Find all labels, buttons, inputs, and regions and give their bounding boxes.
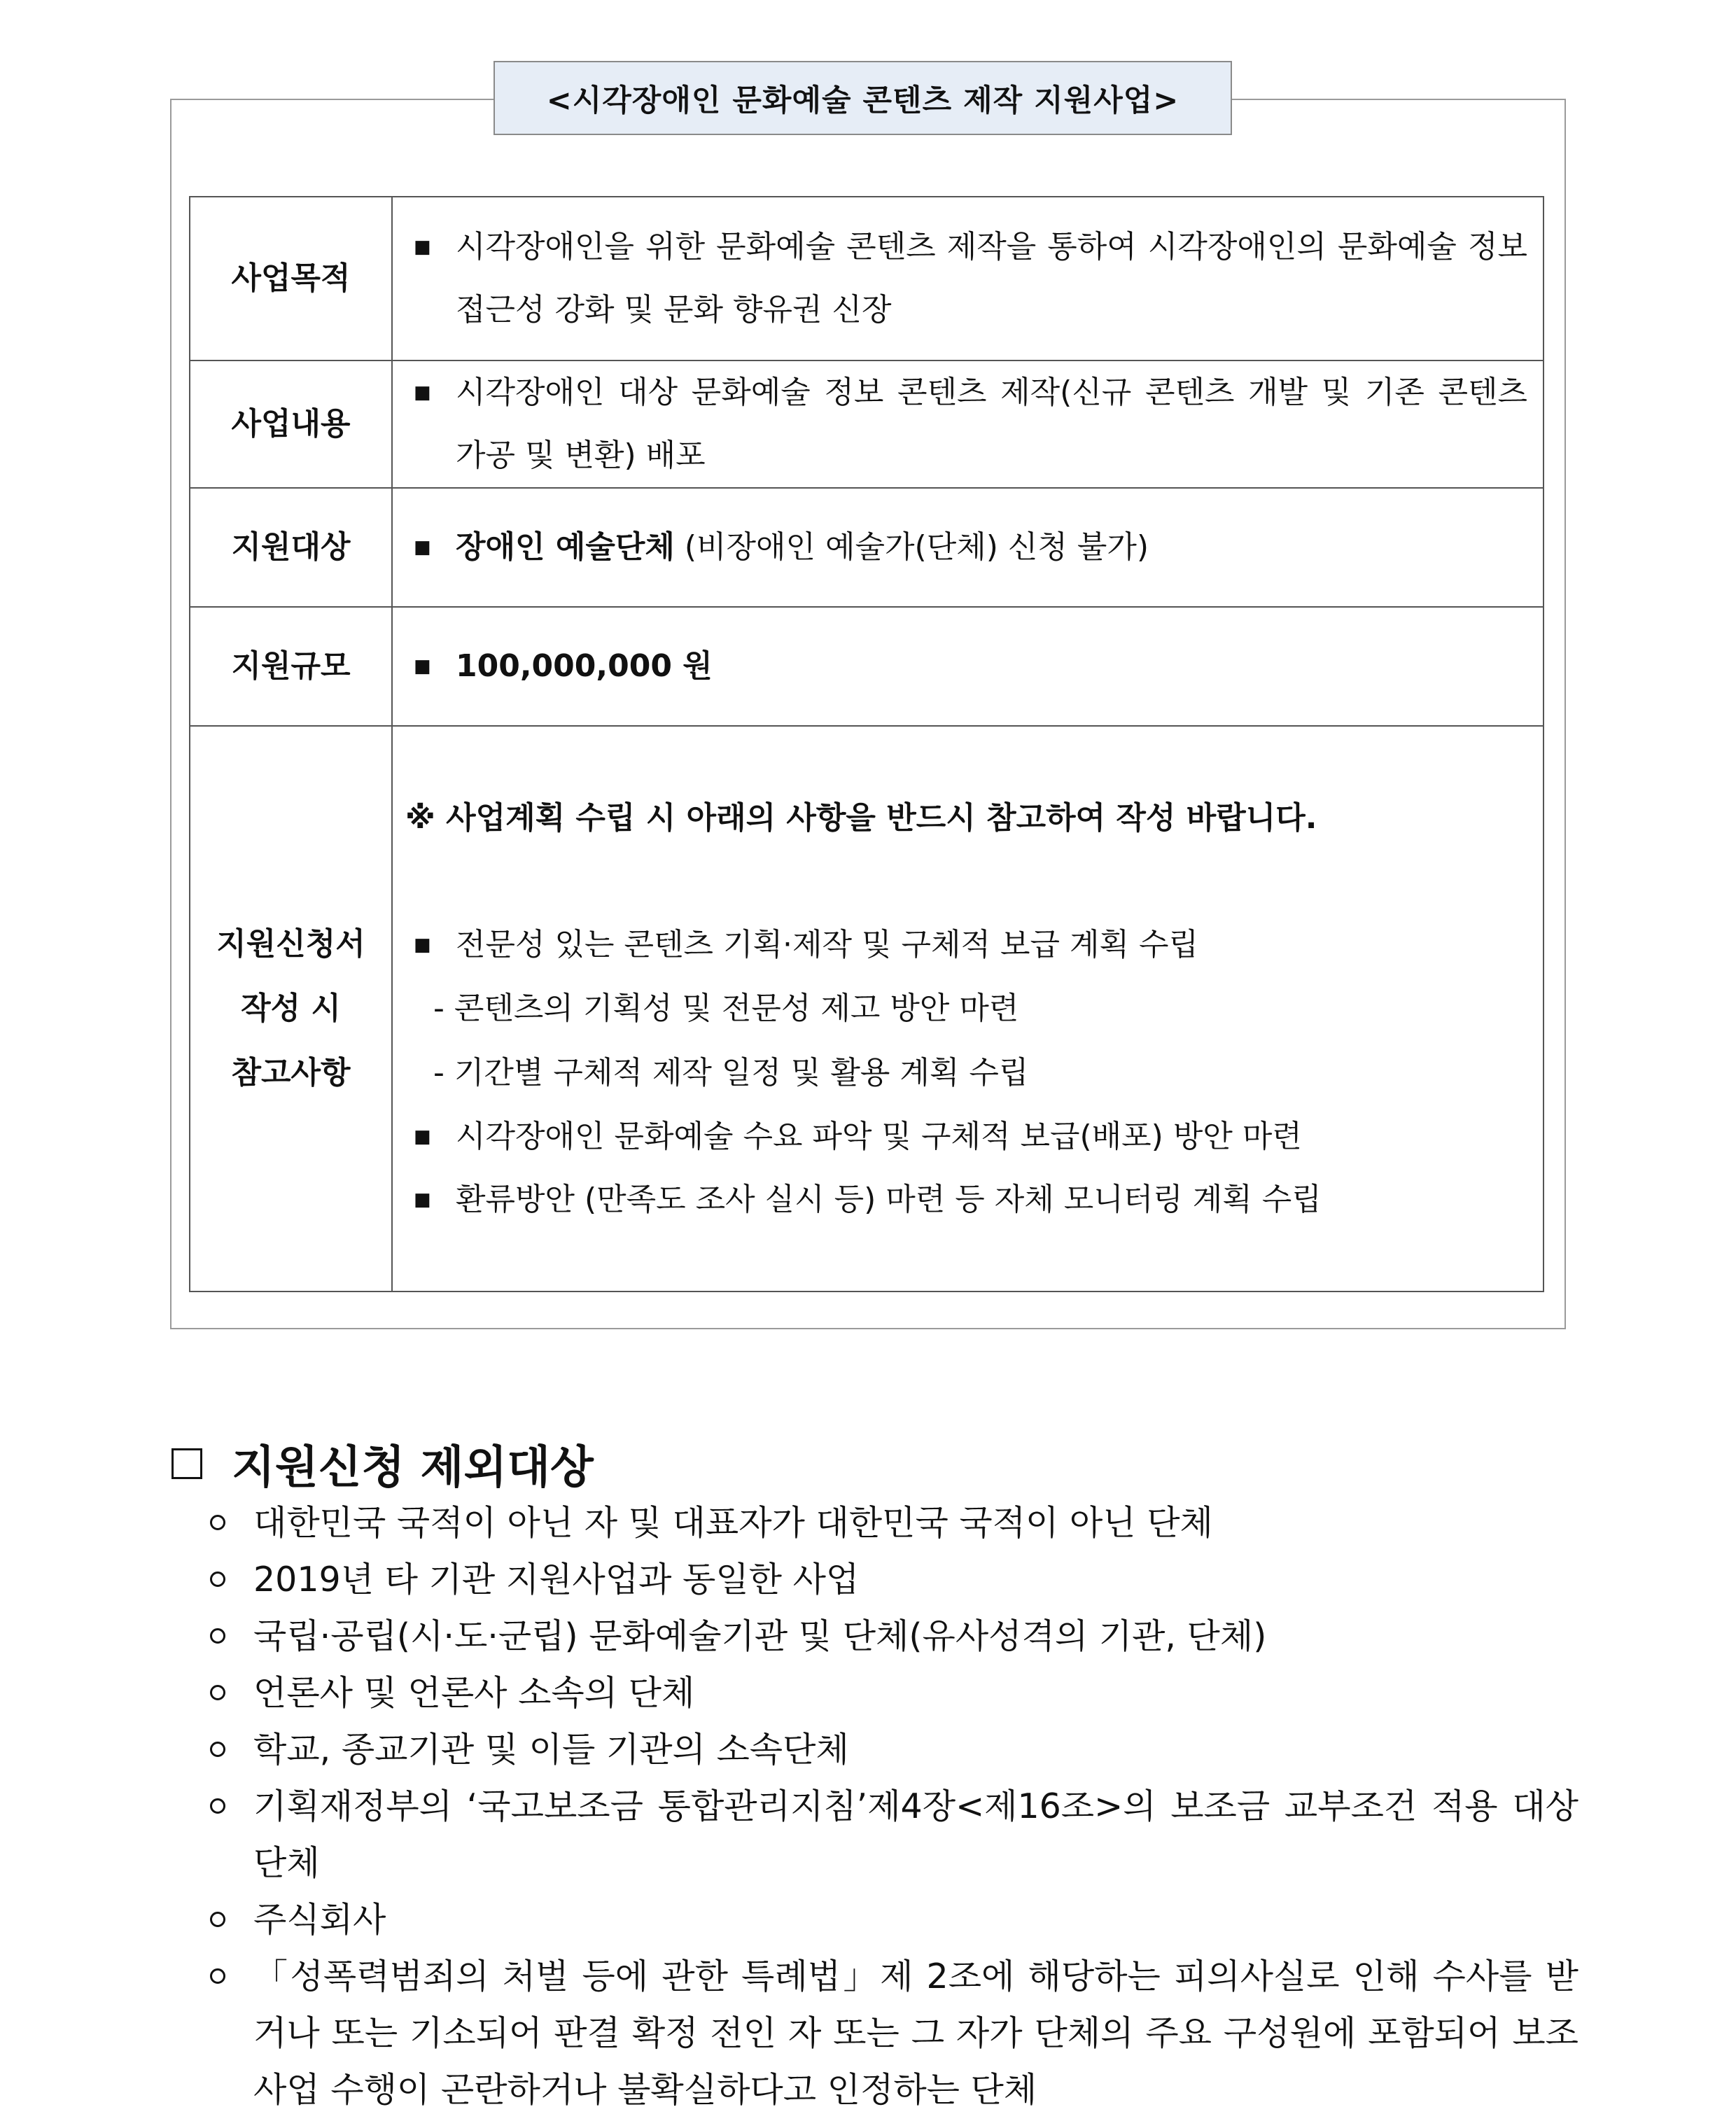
guide-bullet-1: 전문성 있는 콘텐츠 기획·제작 및 구체적 보급 계획 수립 [456,927,1198,962]
square-bullet-icon: ■ [414,934,431,955]
table-row [190,726,1544,1292]
guide-bullet-2: 시각장애인 문화예술 수요 파악 및 구체적 보급(배포) 방안 마련 [456,1119,1302,1154]
square-bullet-icon: ■ [414,537,431,558]
square-bullet-icon: ■ [414,1189,431,1210]
purpose-text: 시각장애인을 위한 문화예술 콘텐츠 제작을 통하여 시각장애인의 문화예술 정보 접근성 강화 및 문화 향유권 신장 [456,229,1527,328]
empty-square-icon [172,1448,202,1479]
list-item: 언론사 및 언론사 소속의 단체 [206,1665,1578,1721]
content-text: 시각장애인 대상 문화예술 정보 콘텐츠 제작(신규 콘텐츠 개발 및 기존 콘텐츠 가공 및 변환) 배포 [456,374,1527,473]
circle-bullet-icon [210,1685,225,1700]
list-item: 2019년 타 기관 지원사업과 동일한 사업 [206,1551,1578,1608]
square-bullet-icon: ■ [414,382,431,403]
square-bullet-icon: ■ [414,1126,431,1147]
program-info-table [189,196,1544,1292]
list-item: 기획재정부의 ‘국고보조금 통합관리지침’제4장<제16조>의 보조금 교부조건 적용 대상 단체 [206,1778,1578,1891]
circle-bullet-icon [210,1572,225,1587]
circle-bullet-icon [210,1742,225,1757]
row-label-purpose: 사업목적 [190,197,392,360]
row-label-guide: 지원신청서 작성 시 참고사항 [190,726,392,1292]
row-content-content [392,360,1544,488]
row-content-purpose [392,197,1544,360]
target-text: (비장애인 예술가(단체) 신청 불가) [674,529,1149,565]
table-row [190,607,1544,726]
square-bullet-icon: ■ [414,656,431,677]
guide-sub-2: - 기간별 구체적 제작 일정 및 활용 계획 수립 [433,1055,1029,1091]
table-row [190,197,1544,360]
circle-bullet-icon [210,1628,225,1644]
circle-bullet-icon [210,1515,225,1530]
list-item: 학교, 종교기관 및 이들 기관의 소속단체 [206,1721,1578,1778]
row-label-scale: 지원규모 [190,607,392,726]
list-item: 주식회사 [206,1891,1578,1948]
row-label-target: 지원대상 [190,488,392,607]
row-content-scale [392,607,1544,726]
exclusion-title-text: 지원신청 제외대상 [232,1442,594,1494]
target-bold-text: 장애인 예술단체 [456,529,675,565]
circle-bullet-icon [210,1912,225,1927]
row-label-content: 사업내용 [190,360,392,488]
row-content-guide [392,726,1544,1292]
table-row [190,488,1544,607]
list-item: 국립·공립(시·도·군립) 문화예술기관 및 단체(유사성격의 기관, 단체) [206,1608,1578,1665]
table-row [190,360,1544,488]
list-item: 「성폭력범죄의 처벌 등에 관한 특례법」제 2조에 해당하는 피의사실로 인해 수사를 받거나 또는 기소되어 판결 확정 전인 자 또는 그 자가 단체의 주요 구성원에 포함되어 보조사업 수행이 곤란하거나 불확실하다고 인정하는 단체 [206,1948,1578,2118]
exclusion-section-title [172,1432,594,1496]
circle-bullet-icon [210,1968,225,1984]
square-bullet-icon: ■ [414,237,431,258]
circle-bullet-icon [210,1798,225,1814]
list-item: 대한민국 국적이 아닌 자 및 대표자가 대한민국 국적이 아닌 단체 [206,1494,1578,1551]
guide-sub-1: - 콘텐츠의 기획성 및 전문성 제고 방안 마련 [433,990,1019,1026]
program-title: <시각장애인 문화예술 콘텐츠 제작 지원사업> [493,61,1232,135]
scale-amount: 100,000,000 원 [456,648,713,684]
row-content-target [392,488,1544,607]
guide-note: ※ 사업계획 수립 시 아래의 사항을 반드시 참고하여 작성 바랍니다. [405,800,1317,836]
exclusion-list [206,1494,1578,2118]
guide-bullet-3: 환류방안 (만족도 조사 실시 등) 마련 등 자체 모니터링 계획 수립 [456,1182,1322,1217]
